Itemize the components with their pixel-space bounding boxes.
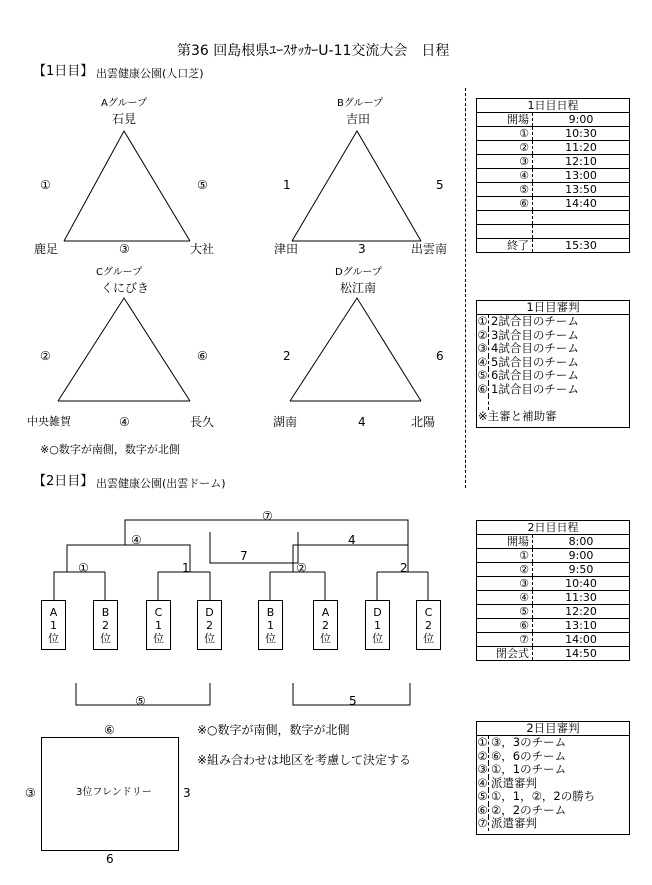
friendly-right: 3 (183, 786, 191, 800)
table-row: ④ 11:30 (477, 591, 629, 605)
friendly-top: ⑥ (104, 723, 115, 737)
friendly-bottom: 6 (106, 852, 114, 866)
list-item: ② 3試合目のチーム (477, 327, 579, 342)
note-pairing: ※組み合わせは地区を考慮して決定する (197, 753, 412, 767)
match-1-south: ① (78, 561, 89, 575)
team-box: C 1 位 (146, 600, 171, 650)
table-row (477, 211, 629, 225)
schedule-day2-title: 2日目日程 (477, 521, 629, 535)
team-box: B 2 位 (93, 600, 118, 650)
third-match-north: 7 (240, 549, 248, 563)
list-item: ⑤ ①，1，②，2の勝ち (477, 789, 596, 803)
group-b-right-match: 5 (436, 178, 444, 192)
referee-day1-title: 1日目審判 (477, 301, 629, 315)
referee-day1-footer: ※主審と補助審 (478, 408, 557, 423)
table-row: 閉会式 14:50 (477, 647, 629, 660)
table-row: ① 10:30 (477, 127, 629, 141)
team-box: B 1 位 (258, 600, 283, 650)
group-d-name: Dグループ (335, 267, 382, 278)
table-row (477, 225, 629, 239)
final-match-south: ⑦ (262, 509, 273, 523)
table-row: ⑥ 14:40 (477, 197, 629, 211)
list-item: ③ 4試合目のチーム (477, 341, 579, 355)
list-item: ⑤ 6試合目のチーム (477, 368, 579, 382)
friendly-left: ③ (25, 786, 36, 800)
group-b-name: Bグループ (337, 98, 384, 109)
group-c-top: くにびき (101, 281, 150, 295)
match-2-south: ② (296, 561, 307, 575)
table-row: ② 9:50 (477, 563, 629, 577)
group-a-bottom-match: ③ (119, 242, 130, 256)
table-row: ① 9:00 (477, 549, 629, 563)
group-b-right: 出雲南 (411, 242, 448, 256)
group-b-bottom-match: 3 (358, 242, 366, 256)
day1-venue: 出雲健康公園(人口芝) (96, 67, 204, 80)
referee-day2 (476, 721, 630, 835)
schedule-day1-title: 1日目日程 (477, 99, 629, 113)
team-box: A 2 位 (313, 600, 338, 650)
team-box: A 1 位 (41, 600, 66, 650)
list-item: ② ⑥，6のチーム (477, 748, 567, 763)
table-row: ⑤ 12:20 (477, 605, 629, 619)
list-item: ⑥ 1試合目のチーム (477, 381, 579, 396)
group-c-name: Cグループ (96, 267, 143, 278)
table-row: ⑦ 14:00 (477, 633, 629, 647)
team-box: D 1 位 (365, 600, 390, 650)
group-a-top: 石見 (112, 112, 137, 126)
team-box: C 2 位 (416, 600, 441, 650)
group-c-bottom-match: ④ (119, 415, 130, 429)
semi-right: 4 (348, 533, 356, 547)
group-a-left: 鹿足 (34, 242, 59, 256)
referee-day2-title: 2日目審判 (477, 722, 629, 736)
group-d-left: 湖南 (273, 415, 298, 429)
list-item: ⑥ ②，2のチーム (477, 802, 567, 817)
table-row: ④ 13:00 (477, 169, 629, 183)
group-c-right: 長久 (190, 415, 215, 429)
group-c-left-match: ② (40, 349, 51, 363)
table-row: ③ 10:40 (477, 577, 629, 591)
group-b-top: 吉田 (346, 112, 371, 126)
referee-day1 (476, 300, 630, 428)
table-row: 開場 8:00 (477, 535, 629, 549)
group-b-left-match: 1 (283, 178, 291, 192)
day2-label: 【2日目】 (33, 474, 94, 489)
list-item: ③ ①，1のチーム (477, 762, 567, 776)
list-item (477, 396, 629, 410)
semi-left: ④ (131, 533, 142, 547)
list-item: ① ③，3のチーム (477, 735, 567, 749)
schedule-day2 (476, 520, 630, 661)
table-row: 開場 9:00 (477, 113, 629, 127)
match-2-north: 2 (400, 561, 408, 575)
team-box: D 2 位 (197, 600, 222, 650)
group-d-bottom-match: 4 (358, 415, 366, 429)
group-d-right: 北陽 (411, 415, 436, 429)
consolation-north: 5 (349, 694, 357, 708)
group-a-name: Aグループ (101, 98, 148, 109)
group-d-left-match: 2 (283, 349, 291, 363)
group-a-right-match: ⑤ (197, 178, 208, 192)
group-c-right-match: ⑥ (197, 349, 208, 363)
match-1-north: 1 (182, 561, 190, 575)
group-d-top: 松江南 (340, 281, 377, 295)
page-title: 第36 回島根県ﾕｰｽｻｯｶｰU-11交流大会 日程 (177, 43, 450, 59)
group-d-right-match: 6 (436, 349, 444, 363)
day1-label: 【1日目】 (33, 64, 94, 79)
table-row: 終了 15:30 (477, 239, 629, 252)
group-b-left: 津田 (274, 242, 299, 256)
note-day2: ※○数字が南側，数字が北側 (197, 723, 350, 737)
list-item: ④ 5試合目のチーム (477, 354, 579, 369)
group-c-left: 中央雑賀 (27, 415, 71, 428)
table-row: ⑤ 13:50 (477, 183, 629, 197)
list-item: ⑦ 派遣審判 (477, 816, 537, 830)
consolation-south: ⑤ (135, 694, 146, 708)
table-row: ③ 12:10 (477, 155, 629, 169)
table-row: ② 11:20 (477, 141, 629, 155)
schedule-day1 (476, 98, 630, 253)
group-a-right: 大社 (190, 242, 215, 256)
note-day1: ※○数字が南側，数字が北側 (40, 443, 180, 456)
friendly-label: 3位フレンドリー (76, 787, 152, 798)
day2-venue: 出雲健康公園(出雲ドーム) (96, 477, 226, 490)
group-a-left-match: ① (40, 178, 51, 192)
list-item: ④ 派遣審判 (477, 775, 537, 790)
list-item: ① 2試合目のチーム (477, 314, 579, 328)
table-row: ⑥ 13:10 (477, 619, 629, 633)
